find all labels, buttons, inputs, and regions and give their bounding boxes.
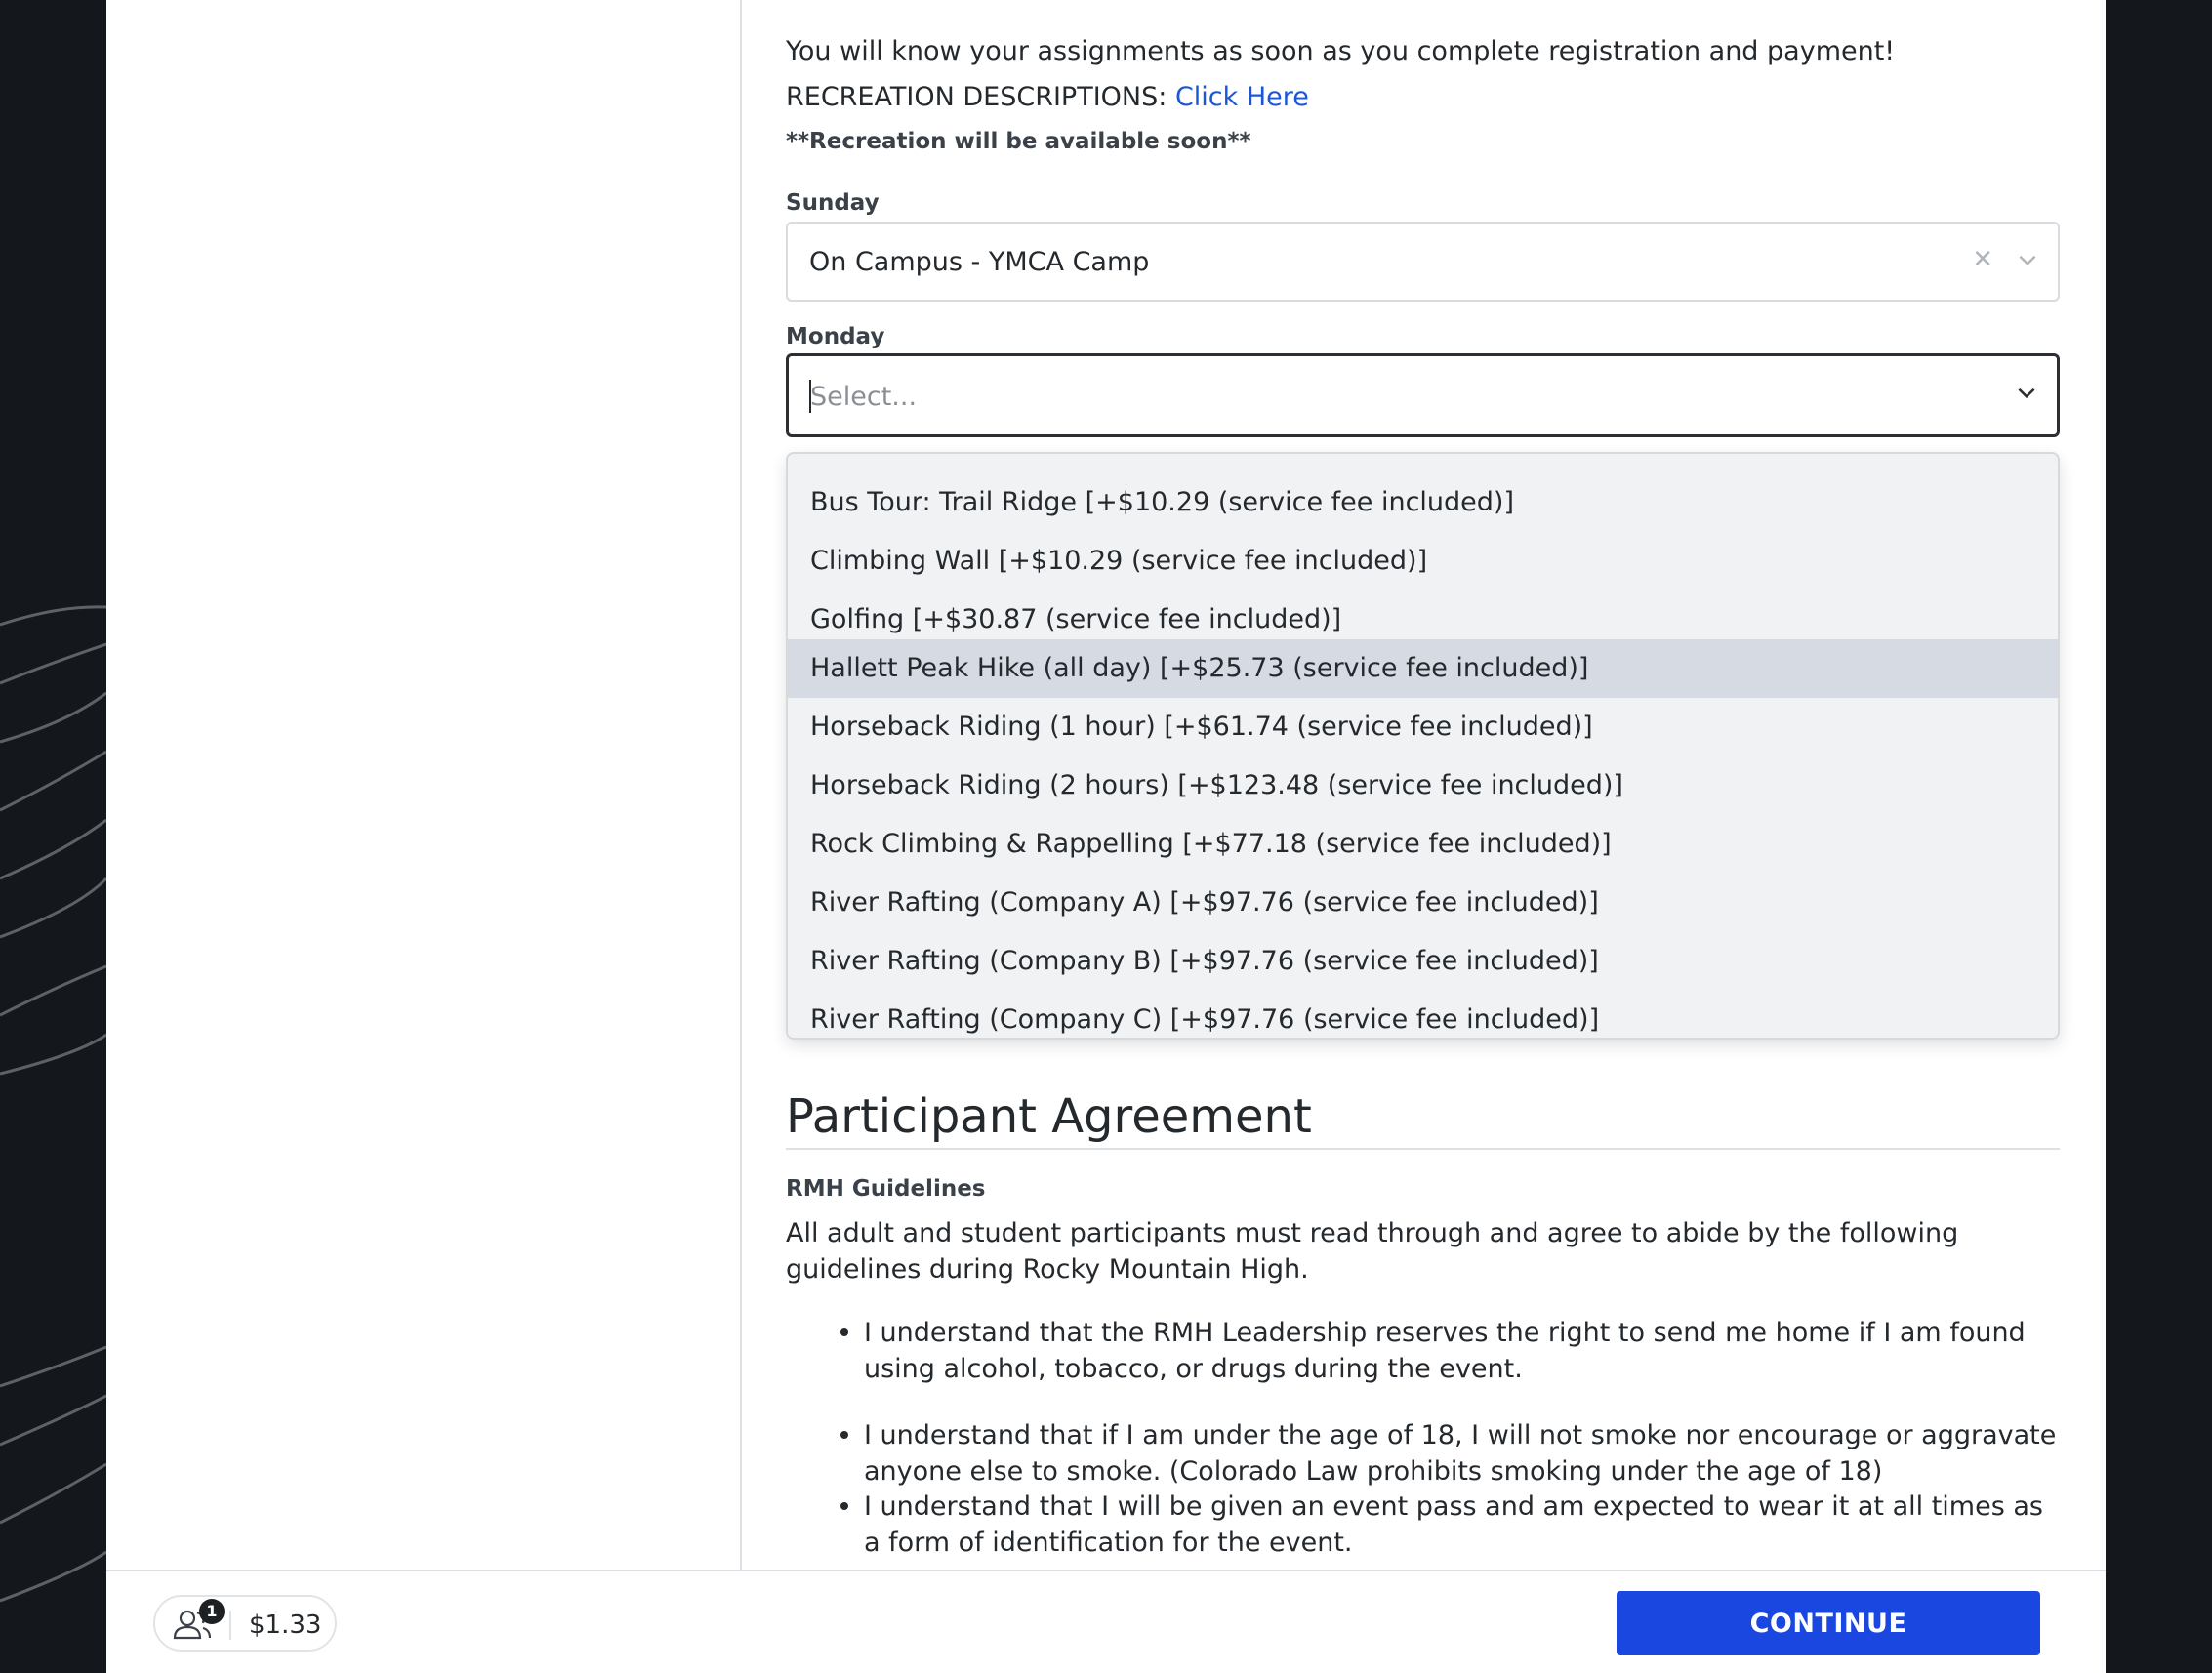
option-river-rafting-b[interactable]: River Rafting (Company B) [+$97.76 (service fee included)] xyxy=(810,946,1599,976)
continue-button[interactable]: CONTINUE xyxy=(1617,1591,2040,1655)
cart-summary-pill[interactable] xyxy=(153,1595,337,1652)
pill-separator xyxy=(229,1611,231,1640)
monday-select[interactable] xyxy=(786,353,2060,437)
monday-label: Monday xyxy=(786,324,885,349)
option-rock-climbing[interactable]: Rock Climbing & Rappelling [+$77.18 (service fee included)] xyxy=(810,829,1612,859)
guideline-item: I understand that if I am under the age of 18, I will not smoke nor encourage or aggravate anyone else to smoke. (Colorado Law prohibits smoking under the age of 18) xyxy=(864,1417,2065,1489)
checkout-footer xyxy=(106,1570,2106,1673)
rmh-guidelines-subtitle: RMH Guidelines xyxy=(786,1176,986,1202)
recreation-descriptions-line xyxy=(786,82,1309,112)
option-hallett-peak-hike[interactable]: Hallett Peak Hike (all day) [+$25.73 (service fee included)] xyxy=(788,639,2058,698)
chevron-down-icon[interactable] xyxy=(2015,247,2040,272)
left-decorative-background xyxy=(0,0,106,1673)
sunday-selected-value: On Campus - YMCA Camp xyxy=(809,247,1150,277)
right-decorative-background xyxy=(2106,0,2212,1673)
assignment-note: You will know your assignments as soon as you complete registration and payment! xyxy=(786,36,1896,66)
guideline-item: I understand that the RMH Leadership reserves the right to send me home if I am found using alcohol, tobacco, or drugs during the event. xyxy=(864,1315,2065,1387)
option-river-rafting-c[interactable]: River Rafting (Company C) [+$97.76 (service fee included)] xyxy=(810,1004,1600,1035)
chevron-down-icon[interactable] xyxy=(2014,380,2039,405)
section-divider xyxy=(786,1148,2060,1150)
participant-agreement-title: Participant Agreement xyxy=(786,1089,1312,1144)
monday-options-menu xyxy=(786,452,2060,1040)
column-divider xyxy=(740,0,742,1570)
sunday-select[interactable] xyxy=(786,222,2060,302)
sunday-label: Sunday xyxy=(786,190,880,216)
guideline-item: I understand that I will be given an event pass and am expected to wear it at all times as a form of identification for the event. xyxy=(864,1489,2065,1561)
monday-placeholder: Select... xyxy=(810,382,918,412)
cart-total: $1.33 xyxy=(249,1611,322,1640)
participant-count-badge: 1 xyxy=(199,1599,225,1624)
availability-note: **Recreation will be available soon** xyxy=(786,129,1251,154)
option-bus-tour[interactable]: Bus Tour: Trail Ridge [+$10.29 (service fee included)] xyxy=(810,487,1514,517)
scribble-decoration xyxy=(0,0,106,1673)
agreement-intro: All adult and student participants must read through and agree to abide by the following guidelines during Rocky Mountain High. xyxy=(786,1218,1959,1285)
option-golfing[interactable]: Golfing [+$30.87 (service fee included)] xyxy=(810,604,1342,634)
option-horseback-1-hour[interactable]: Horseback Riding (1 hour) [+$61.74 (service fee included)] xyxy=(810,712,1593,742)
click-here-link[interactable]: Click Here xyxy=(1174,82,1309,112)
option-river-rafting-a[interactable]: River Rafting (Company A) [+$97.76 (service fee included)] xyxy=(810,887,1599,918)
main-page xyxy=(106,0,2106,1673)
recreation-label: RECREATION DESCRIPTIONS: xyxy=(786,82,1175,112)
clear-icon[interactable]: ✕ xyxy=(1972,245,1993,274)
option-climbing-wall[interactable]: Climbing Wall [+$10.29 (service fee included)] xyxy=(810,546,1428,576)
option-horseback-2-hours[interactable]: Horseback Riding (2 hours) [+$123.48 (service fee included)] xyxy=(810,770,1623,800)
